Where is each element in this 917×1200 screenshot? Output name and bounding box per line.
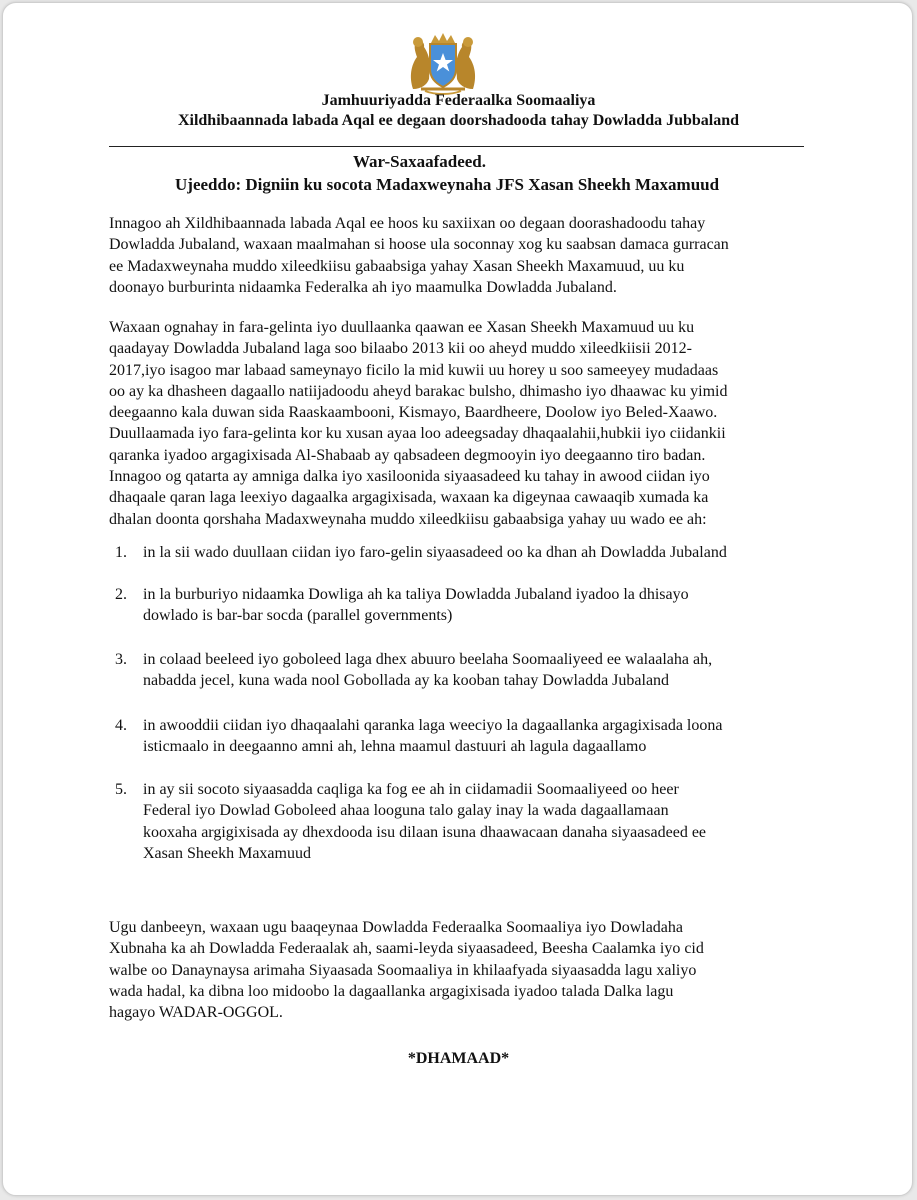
list-line: nabadda jecel, kuna wada nool Gobollada ay ka kooban tahay Dowladda Jubaland xyxy=(143,672,670,690)
paragraph-line: Waxaan ognahay in fara-gelinta iyo duullaanka qaawan ee Xasan Sheekh Maxamuud uu ku xyxy=(109,319,695,336)
list-line: dowlado is bar-bar socda (parallel governments) xyxy=(143,607,453,625)
list-number: 2. xyxy=(115,586,127,603)
paragraph-line: dhaqaale qaran laga leexiyo dagaalka argagixisada, waxaan ka digeynaa cawaaqib xumada ka xyxy=(109,489,709,507)
page-subtitle: Ujeeddo: Digniin ku socota Madaxweynaha JFS Xasan Sheekh Maxamuud xyxy=(175,175,720,194)
list-number: 1. xyxy=(115,544,127,561)
paragraph-line: oo ay ka dhasheen dagaallo natiijadoodu aheyd barakac bulsho, dhimasho iyo dhaawac ku yimid xyxy=(109,382,728,400)
list-number: 5. xyxy=(115,781,127,798)
page-title: War-Saxaafadeed. xyxy=(353,152,487,171)
paragraph-line: Ugu danbeeyn, waxaan ugu baaqeynaa Dowladda Federaalka Soomaaliya iyo Dowladaha xyxy=(109,919,684,936)
closing-mark: *DHAMAAD* xyxy=(407,1050,510,1067)
paragraph-line: qaadayay Dowladda Jubaland laga soo bilaabo 2013 kii oo aheyd muddo xileedkiisii 2012- xyxy=(109,340,692,358)
paragraph-conclusion xyxy=(109,917,804,1023)
list-line: Federal iyo Dowlad Goboleed ahaa looguna talo galay inay la wada dagaallamaan xyxy=(143,802,669,820)
list-line: isticmaalo in deegaanno amni ah, lehna maamul dastuuri ah lagula dagaallamo xyxy=(143,738,647,756)
paragraph-background xyxy=(109,317,804,530)
list-number: 4. xyxy=(115,717,127,734)
paragraph-line: 2017,iyo isagoo mar labaad sameynayo ficilo la mid kuwii uu horey u soo sameeyey mudadaas xyxy=(109,361,719,379)
list-line: Xasan Sheekh Maxamuud xyxy=(143,844,311,862)
list-line: in ay sii socoto siyaasadda caqliga ka fog ee ah in ciidamadii Soomaaliyeed oo heer xyxy=(143,781,679,798)
paragraph-line: Xubnaha ka ah Dowladda Federaalak ah, saami-leyda siyaasadeed, Beesha Caalamka iyo cid xyxy=(109,940,704,958)
paragraph-line: Innagoo ah Xildhibaannada labada Aqal ee hoos ku saxiixan oo degaan doorashadoodu tahay xyxy=(109,215,706,232)
paragraph-intro xyxy=(109,213,804,298)
paragraph-line: qaranka iyadoo argagixisada Al-Shabaab ay qabsadeen degmooyin iyo deegaanno tiro badan. xyxy=(109,446,706,464)
paragraph-line: ee Madaxweynaha muddo xileedkiisu gabaabsiga yahay Xasan Sheekh Maxamuud, uu ku xyxy=(109,257,685,275)
paragraph-line: dhalan doonta qorshaha Madaxweynaha muddo xileedkiisu gabaabsiga yahay uu wado ee ah: xyxy=(109,510,707,528)
list-line: in la burburiyo nidaamka Dowliga ah ka taliya Dowladda Jubaland iyadoo la dhisayo xyxy=(143,586,689,603)
paragraph-line: walbe oo Danaynaysa arimaha Siyaasada Soomaaliya in khilaafyada siyaasadda lagu xaliyo xyxy=(109,961,697,979)
header-country: Jamhuuriyadda Federaalka Soomaaliya xyxy=(321,92,596,109)
list-line: in colaad beeleed iyo goboleed laga dhex abuuro beelaha Soomaaliyeed ee walaalaha ah, xyxy=(143,651,713,668)
document-page xyxy=(2,2,913,1196)
list-number: 3. xyxy=(115,651,127,668)
paragraph-line: deegaanno kala duwan sida Raaskaambooni, Kismayo, Baardheere, Doolow iyo Beled-Xaawo. xyxy=(109,404,718,422)
somalia-coat-of-arms-icon xyxy=(399,29,487,95)
paragraph-line: wada hadal, ka dibna loo midoobo la dagaallanka argagixisada iyadoo talada Dalka lagu xyxy=(109,982,674,1000)
header-organization: Xildhibaannada labada Aqal ee degaan doorshadooda tahay Dowladda Jubbaland xyxy=(177,112,740,129)
paragraph-line: doonayo burburinta nidaamka Federalka ah iyo maamulka Dowladda Jubaland. xyxy=(109,278,617,296)
list-line: in awooddii ciidan iyo dhaqaalahi qaranka laga weeciyo la dagaallanka argagixisada loona xyxy=(143,717,723,734)
list-line: in la sii wado duullaan ciidan iyo faro-gelin siyaasadeed oo ka dhan ah Dowladda Jubaland xyxy=(143,544,727,561)
paragraph-line: Innagoo og qatarta ay amniga dalka iyo xasiloonida siyaasadeed ku tahay in awood ciidan iyo xyxy=(109,468,710,486)
paragraph-line: Dowladda Jubaland, waxaan maalmahan si hoose ula soconnay xog ku saabsan damaca gurracan xyxy=(109,236,729,254)
list-line: kooxaha argigixisada ay dhexdooda isu dilaan isuna dhaawacaan danaha siyaasadeed ee xyxy=(143,823,707,841)
paragraph-line: hagayo WADAR-OGGOL. xyxy=(109,1004,283,1022)
header-divider xyxy=(109,146,804,147)
paragraph-line: Duullaamada iyo fara-gelinta kor ku xusan ayaa loo adeegsaday dhaqaalahii,hubkii iyo ciidankii xyxy=(109,425,726,443)
